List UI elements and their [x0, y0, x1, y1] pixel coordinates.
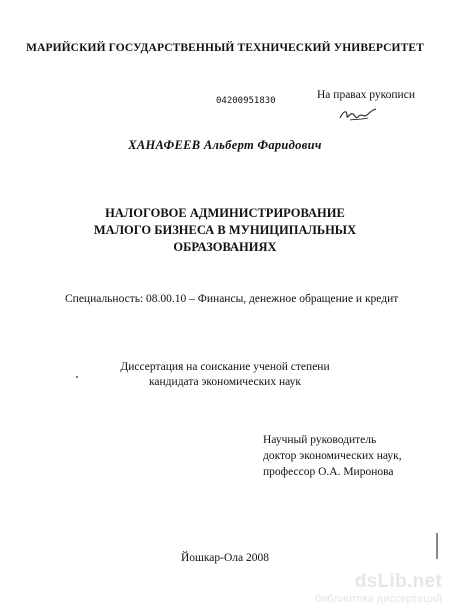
- specialty-line: Специальность: 08.00.10 – Финансы, денежное обращение и кредит: [65, 293, 399, 305]
- handwritten-signature: [338, 104, 378, 126]
- author-name: ХАНАФЕЕВ Альберт Фаридович: [128, 138, 322, 152]
- supervisor-line: доктор экономических наук,: [263, 450, 402, 462]
- watermark-subtitle: библиотека диссертаций: [314, 593, 442, 605]
- city-year: Йошкар-Ола 2008: [180, 552, 270, 564]
- degree-statement: [0, 360, 450, 390]
- document-number: 04200951830: [216, 96, 276, 106]
- title-line: ОБРАЗОВАНИЯХ: [173, 240, 277, 254]
- university-name: МАРИЙСКИЙ ГОСУДАРСТВЕННЫЙ ТЕХНИЧЕСКИЙ УНИВЕРСИТЕТ: [26, 42, 424, 54]
- watermark: [315, 572, 442, 606]
- supervisor-block: [263, 432, 402, 480]
- degree-line: кандидата экономических наук: [149, 376, 301, 388]
- degree-line: Диссертация на соискание ученой степени: [120, 361, 330, 373]
- title-line: МАЛОГО БИЗНЕСА В МУНИЦИПАЛЬНЫХ: [93, 223, 357, 237]
- dissertation-title: [0, 205, 450, 256]
- manuscript-rights-label: На правах рукописи: [317, 89, 415, 101]
- supervisor-line: Научный руководитель: [263, 434, 377, 446]
- watermark-logo: dsLib.net: [354, 571, 442, 592]
- title-line: НАЛОГОВОЕ АДМИНИСТРИРОВАНИЕ: [105, 206, 345, 220]
- supervisor-line: профессор О.А. Миронова: [263, 466, 394, 478]
